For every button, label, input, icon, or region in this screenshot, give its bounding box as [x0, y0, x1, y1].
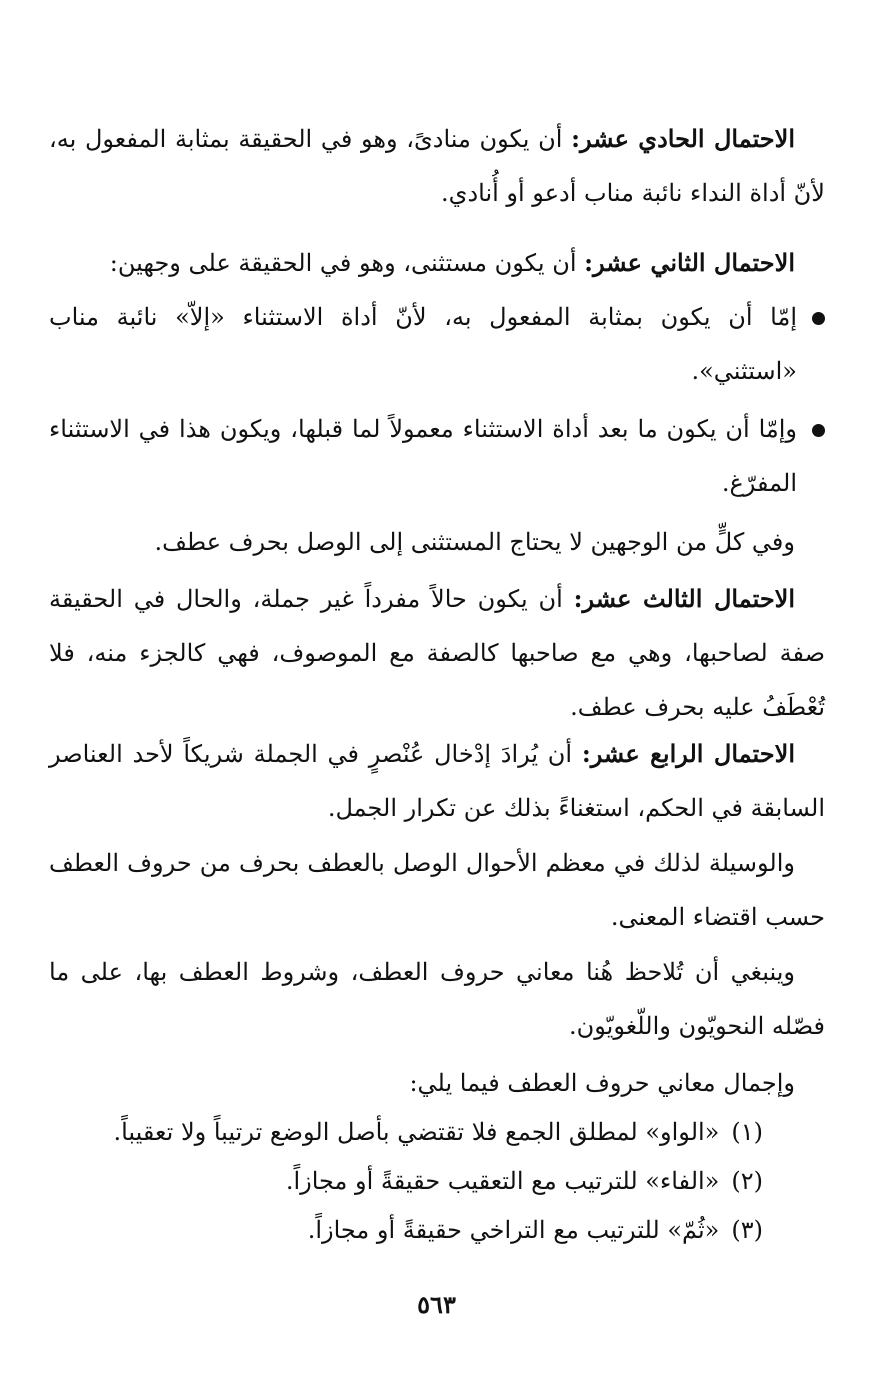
- paragraph-fourteenth-possibility: [49, 727, 825, 835]
- paragraph-lead: الاحتمال الرابع عشر:: [581, 739, 795, 768]
- paragraph-thirteenth-possibility: [49, 572, 825, 734]
- list-number: (٢): [731, 1167, 763, 1195]
- paragraph-text: والوسيلة لذلك في معظم الأحوال الوصل بالعطف بحرف من حروف العطف حسب اقتضاء المعنى.: [49, 849, 825, 931]
- paragraph-text: وينبغي أن تُلاحظ هُنا معاني حروف العطف، وشروط العطف بها، على ما فصّله النحويّون واللّغويّون.: [49, 958, 825, 1040]
- bullet-item-second-aspect: [49, 402, 825, 510]
- paragraph-lead: الاحتمال الثاني عشر:: [584, 248, 795, 277]
- bullet-item-first-aspect: [49, 290, 825, 398]
- paragraph-text: أن يُرادَ إدْخال عُنْصرٍ في الجملة شريكاً لأحد العناصر السابقة في الحكم، استغناءً بذلك عن تكرار الجمل.: [49, 740, 825, 822]
- bullet-icon: [812, 424, 825, 437]
- paragraph-text: وإجمال معاني حروف العطف فيما يلي:: [409, 1069, 795, 1097]
- list-number: (١): [731, 1118, 763, 1146]
- paragraph-text: وفي كلٍّ من الوجهين لا يحتاج المستثنى إلى الوصل بحرف عطف.: [154, 528, 795, 556]
- paragraph-lead: الاحتمال الحادي عشر:: [571, 124, 795, 153]
- paragraph-means: [49, 836, 825, 944]
- list-text: «الفاء» للترتيب مع التعقيب حقيقةً أو مجازاً.: [285, 1167, 720, 1195]
- list-item-fa: [286, 1157, 763, 1205]
- paragraph-twelfth-possibility: [49, 236, 825, 290]
- bullet-icon: [812, 312, 825, 325]
- list-item-waw: [113, 1108, 763, 1156]
- list-number: (٣): [731, 1216, 763, 1244]
- paragraph-notice: [49, 945, 825, 1053]
- paragraph-lead: الاحتمال الثالث عشر:: [573, 584, 796, 613]
- bullet-text: إمّا أن يكون بمثابة المفعول به، لأنّ أداة الاستثناء «إلاّ» نائبة مناب «استثني».: [49, 303, 797, 385]
- list-item-thumma: [308, 1206, 763, 1254]
- page-number: ٥٦٣: [417, 1290, 456, 1319]
- paragraph-text: أن يكون مستثنى، وهو في الحقيقة على وجهين:: [109, 249, 585, 277]
- paragraph-summary-intro: [49, 1056, 825, 1110]
- paragraph-both-aspects: [49, 515, 825, 569]
- list-text: «ثُمّ» للترتيب مع التراخي حقيقةً أو مجازاً.: [307, 1216, 720, 1244]
- paragraph-text: أن يكون منادىً، وهو في الحقيقة بمثابة المفعول به، لأنّ أداة النداء نائبة مناب أدعو أو أُنادي.: [49, 125, 825, 207]
- list-text: «الواو» لمطلق الجمع فلا تقتضي بأصل الوضع ترتيباً ولا تعقيباً.: [113, 1118, 720, 1146]
- paragraph-eleventh-possibility: [49, 112, 825, 220]
- bullet-text: وإمّا أن يكون ما بعد أداة الاستثناء معمولاً لما قبلها، ويكون هذا في الاستثناء المفرّغ.: [49, 415, 797, 497]
- paragraph-text: أن يكون حالاً مفرداً غير جملة، والحال في الحقيقة صفة لصاحبها، وهي مع صاحبها كالصفة مع الموصوف، فهي كالجزء منه، فلا تُعْطَفُ عليه بحرف عطف.: [49, 585, 825, 721]
